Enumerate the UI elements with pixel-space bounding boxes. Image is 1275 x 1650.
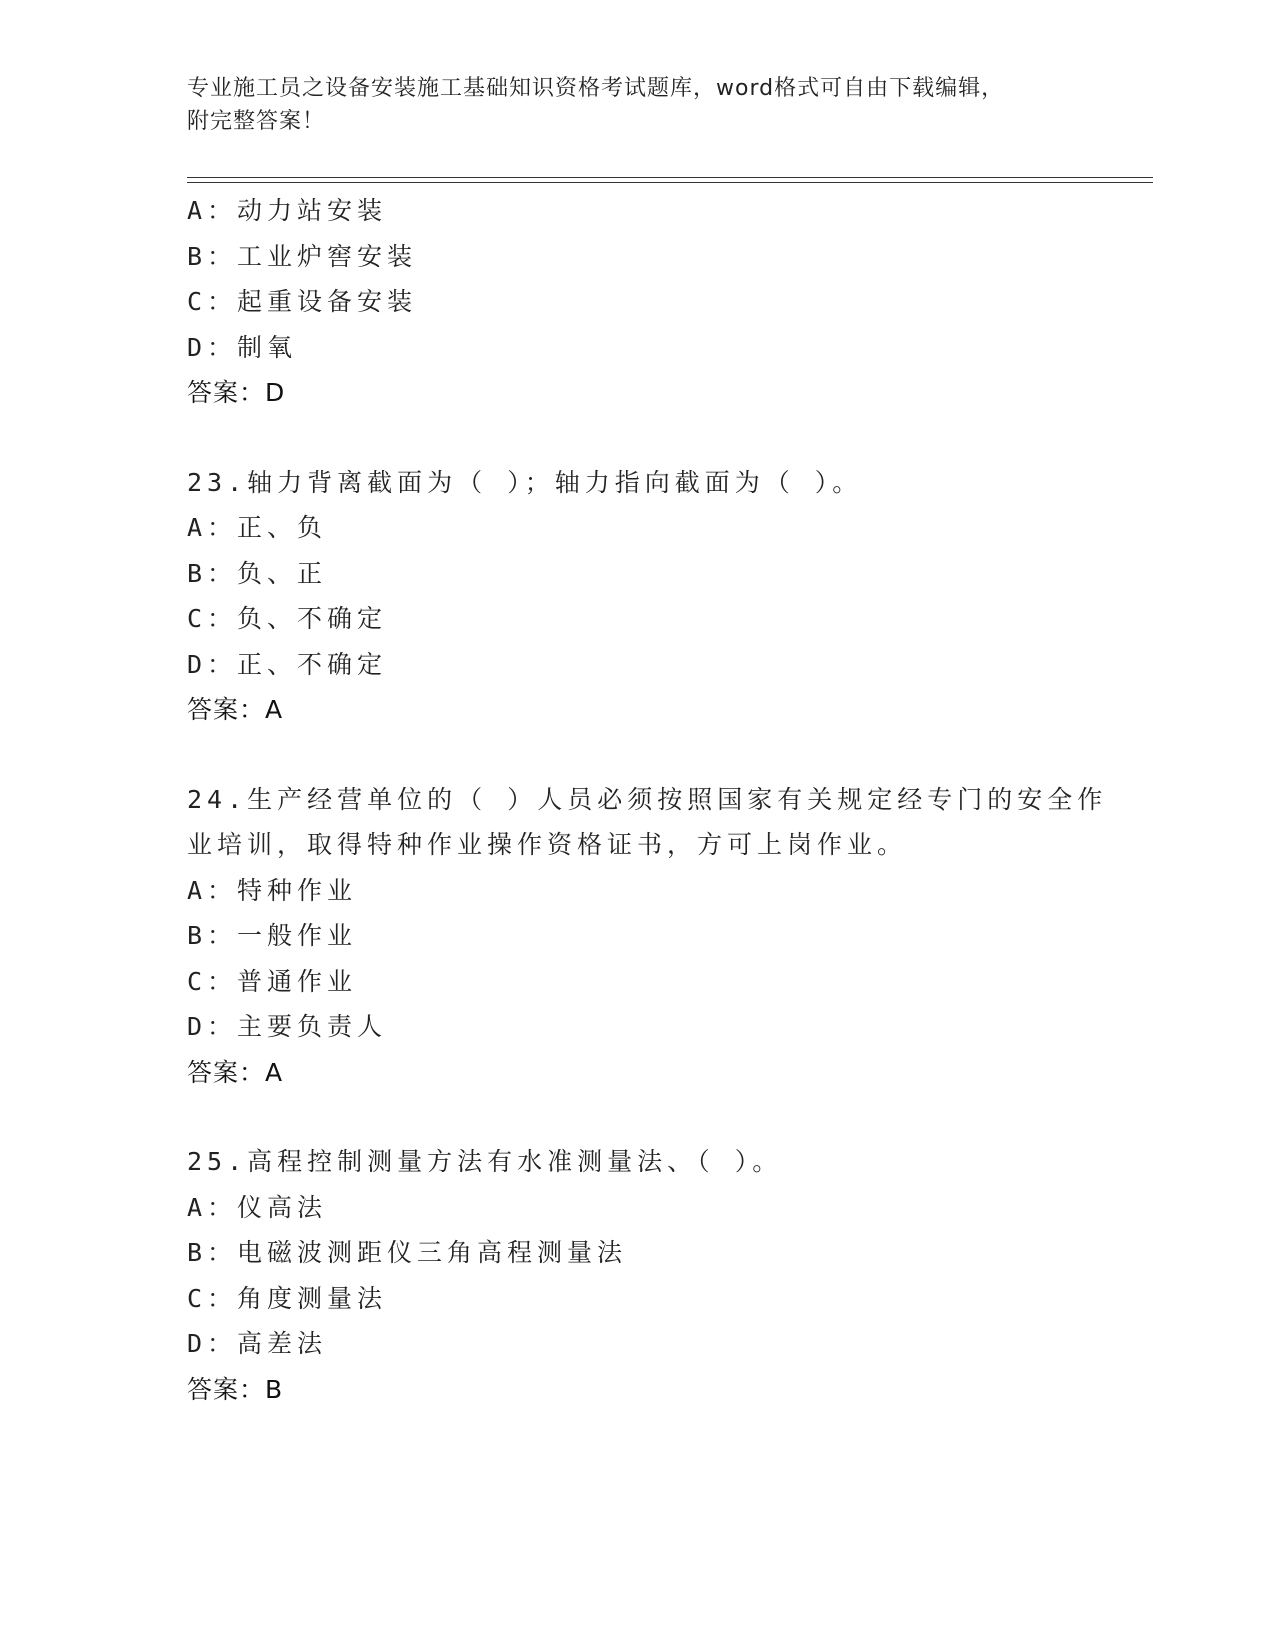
question-stem-line-2: 业培训，取得特种作业操作资格证书，方可上岗作业。 — [187, 830, 908, 859]
question-24 — [187, 777, 1108, 1096]
answer-line: 答案：A — [187, 695, 284, 724]
option-a: A：正、负 — [187, 513, 328, 542]
option-a: A：动力站安装 — [187, 196, 388, 225]
spacer — [187, 1095, 1087, 1139]
header-divider-bottom — [187, 182, 1153, 183]
option-b: B：负、正 — [187, 558, 328, 588]
question-25 — [187, 1139, 1087, 1412]
option-a: A：特种作业 — [187, 875, 358, 905]
spacer — [187, 416, 1087, 460]
option-d: D：正、不确定 — [187, 649, 388, 679]
answer-line: 答案：D — [187, 378, 286, 407]
option-c: C：负、不确定 — [187, 604, 388, 633]
answer-line: 答案：A — [187, 1057, 284, 1087]
question-list — [187, 188, 1108, 1412]
header-title-line-2: 附完整答案！ — [187, 109, 326, 134]
answer-line: 答案：B — [187, 1374, 284, 1404]
option-c: C：普通作业 — [187, 966, 358, 996]
question-stem: 25.高程控制测量方法有水准测量法、（ ）。 — [187, 1147, 783, 1176]
spacer — [187, 733, 1087, 777]
header-divider-top — [187, 177, 1153, 178]
option-b: B：工业炉窖安装 — [187, 241, 418, 271]
option-a: A：仪高法 — [187, 1192, 328, 1222]
header-title-line-1: 专业施工员之设备安装施工基础知识资格考试题库，word格式可自由下载编辑， — [187, 76, 1005, 101]
option-d: D：主要负责人 — [187, 1012, 388, 1041]
option-c: C：起重设备安装 — [187, 287, 418, 316]
option-b: B：一般作业 — [187, 921, 358, 950]
option-d: D：高差法 — [187, 1329, 328, 1358]
option-b: B：电磁波测距仪三角高程测量法 — [187, 1238, 628, 1267]
option-d: D：制氧 — [187, 332, 298, 362]
question-22-continued — [187, 188, 1087, 416]
document-header — [187, 72, 1067, 138]
question-stem: 23.轴力背离截面为（ ）；轴力指向截面为（ ）。 — [187, 467, 863, 497]
question-stem-line-1: 24.生产经营单位的（ ）人员必须按照国家有关规定经专门的安全作 — [187, 784, 1108, 814]
option-c: C：角度测量法 — [187, 1283, 388, 1313]
question-23 — [187, 460, 1087, 733]
